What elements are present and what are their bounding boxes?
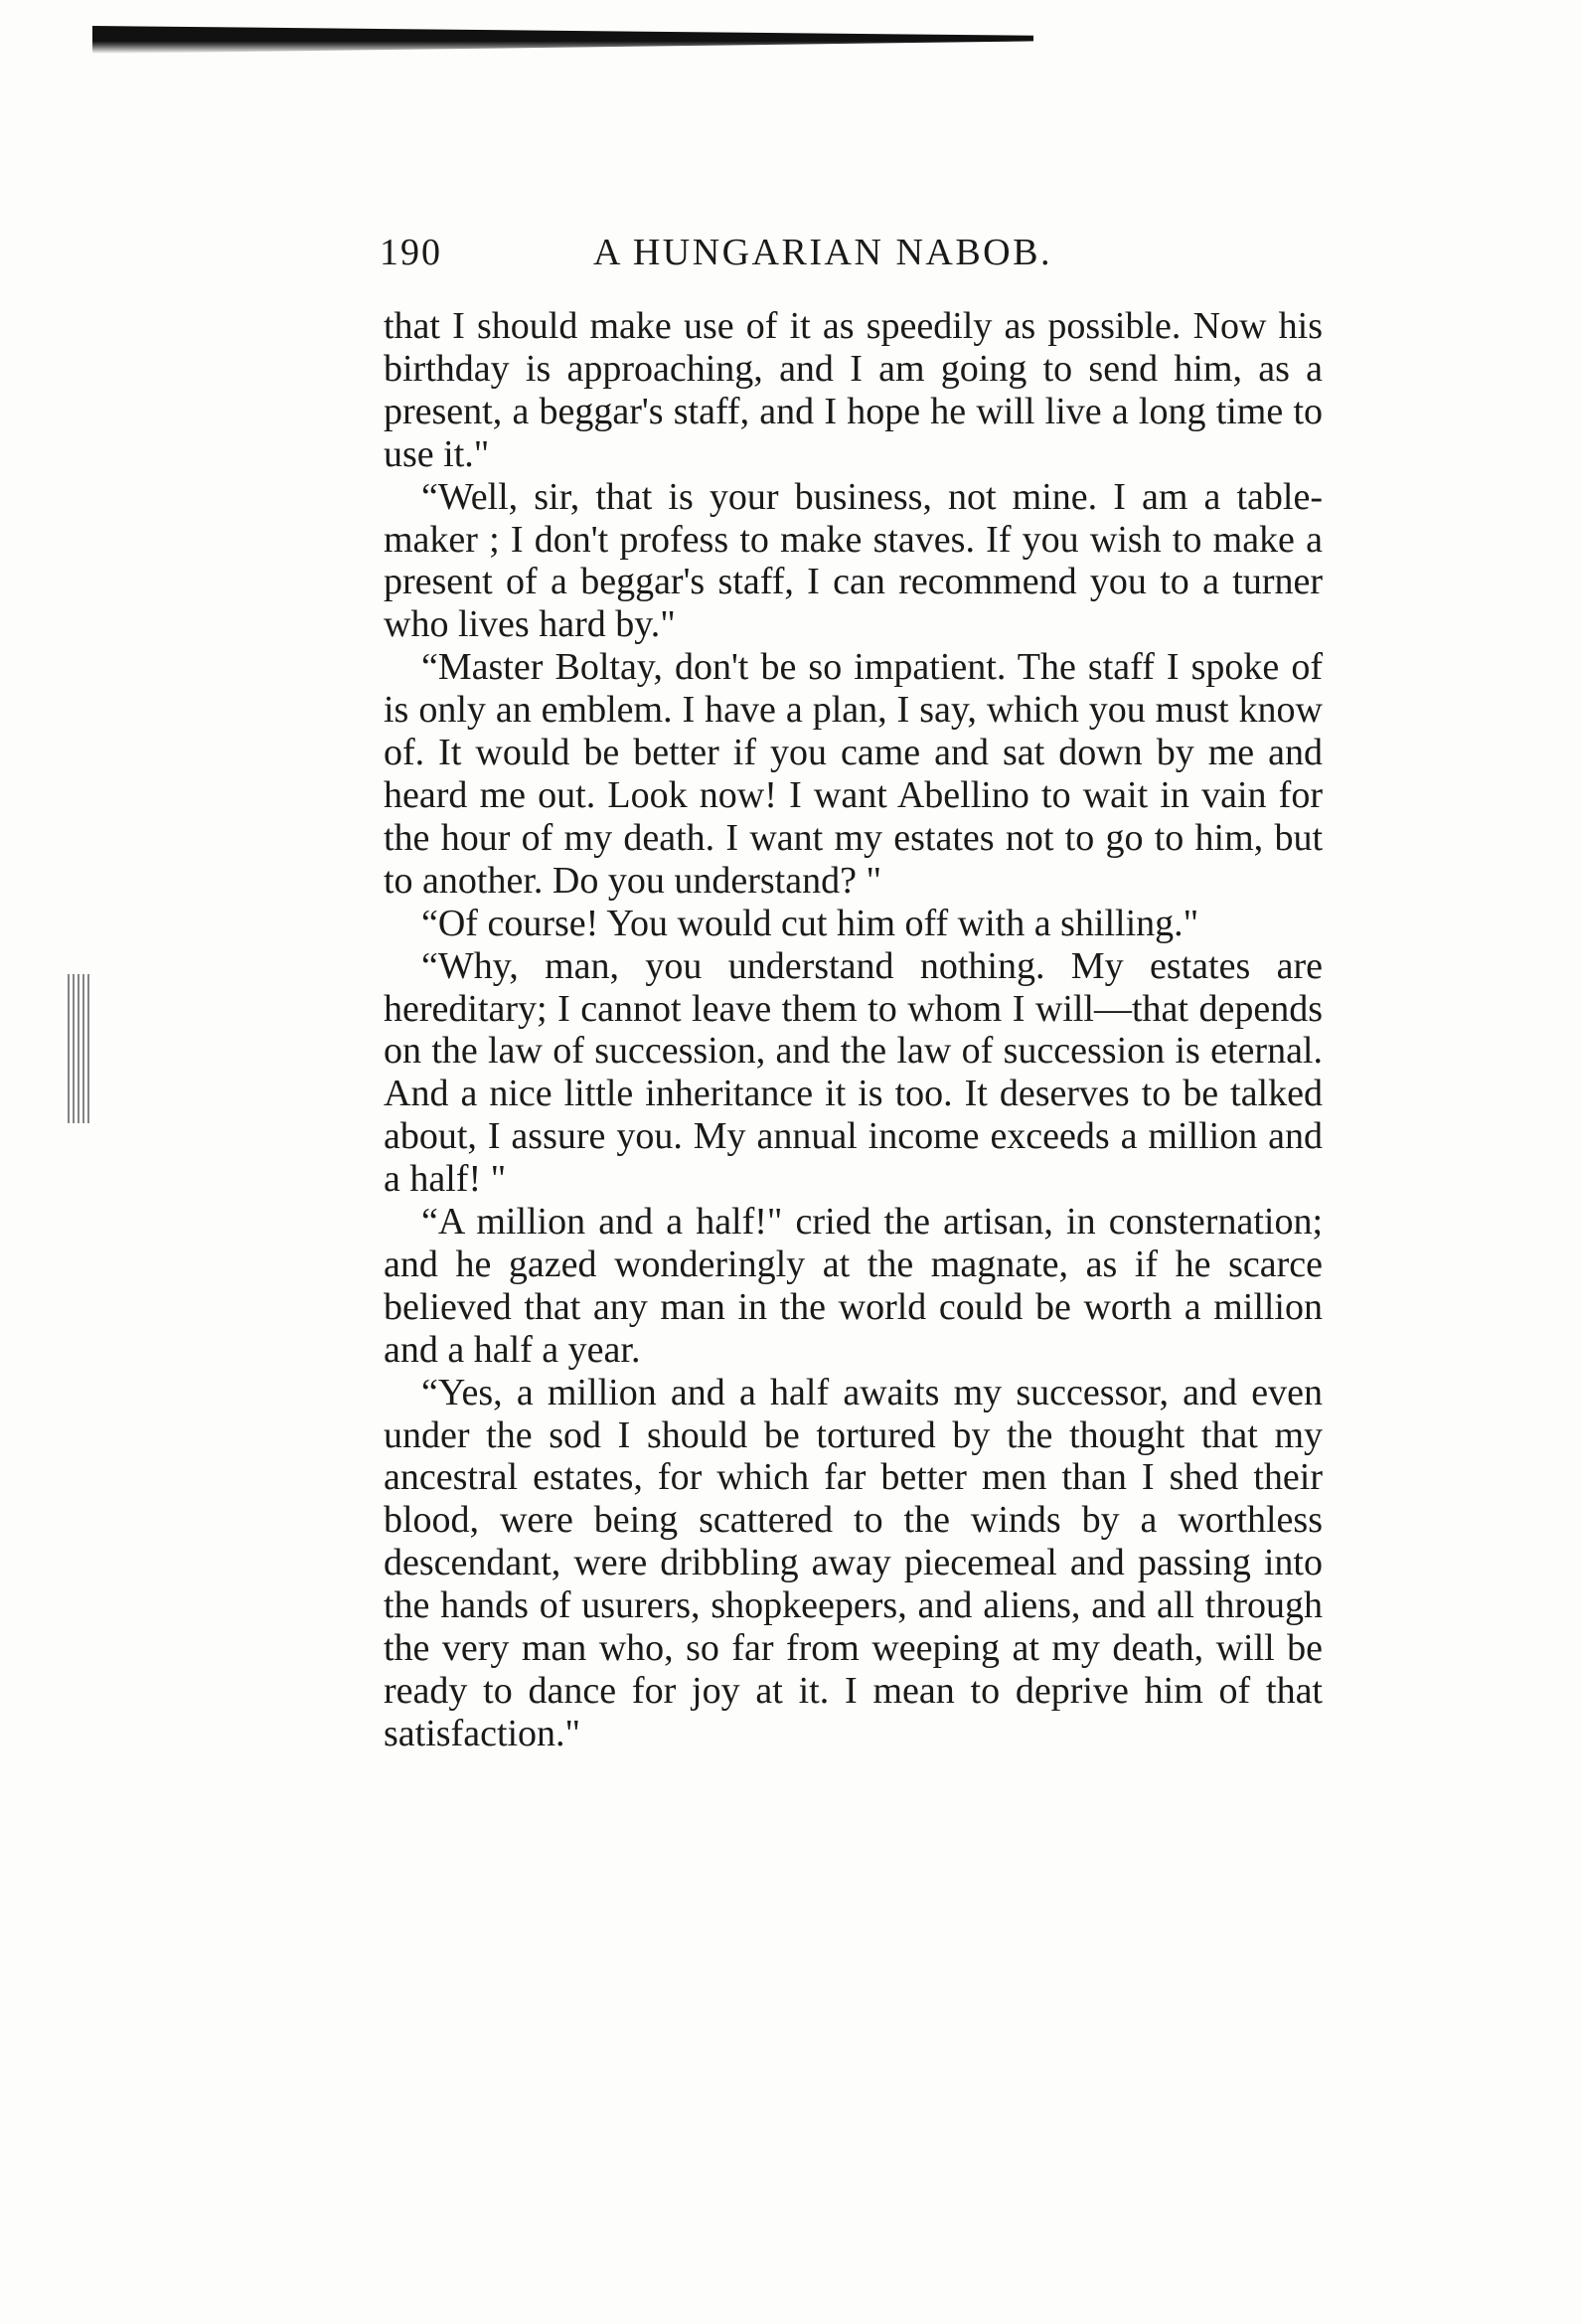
binding-shadow <box>68 974 89 1123</box>
paragraph: “Of course! You would cut him off with a shilling." <box>421 902 1199 944</box>
paragraph: that I should make use of it as speedily as possible. Now his birthday is approaching, and I am going to send him, as a present, a beggar's staff, and I hope he will live a long time to use it." <box>384 305 1323 475</box>
page-number: 190 <box>380 232 442 273</box>
running-title: A HUNGARIAN NABOB. <box>593 232 1052 273</box>
paragraph: “A million and a half!" cried the artisan, in consternation; and he gazed wonderingly at the magnate, as if he scarce believed that any man in the world could be worth a million and a half a year. <box>384 1201 1323 1371</box>
paragraph: “Why, man, you understand nothing. My estates are hereditary; I cannot leave them to whom I will—that depends on the law of succession, and the law of succession is eternal. And a nice little inheritance it is too. It deserves to be talked about, I assure you. My annual income exceeds a million and a half! " <box>384 944 1323 1201</box>
paragraph: “Well, sir, that is your business, not mine. I am a table-maker ; I don't profess to make staves. If you wish to make a present of a beggar's staff, I can recommend you to a turner who lives hard by." <box>384 475 1323 646</box>
paragraph: “Master Boltay, don't be so impatient. The staff I spoke of is only an emblem. I have a plan, I say, which you must know of. It would be better if you came and sat down by me and heard me out. Look now! I want Abellino to wait in vain for the hour of my death. I want my estates not to go to him, but to another. Do you understand? " <box>384 646 1323 902</box>
body-text <box>384 305 1323 1755</box>
top-border-rule <box>92 26 1033 54</box>
paragraph: “Yes, a million and a half awaits my successor, and even under the sod I should be tortured by the thought that my ancestral estates, for which far better men than I shed their blood, were being scattered to the winds by a worthless descendant, were dribbling away piecemeal and passing into the hands of usurers, shopkeepers, and aliens, and all through the very man who, so far from weeping at my death, will be ready to dance for joy at it. I mean to deprive him of that satisfaction." <box>384 1371 1323 1754</box>
